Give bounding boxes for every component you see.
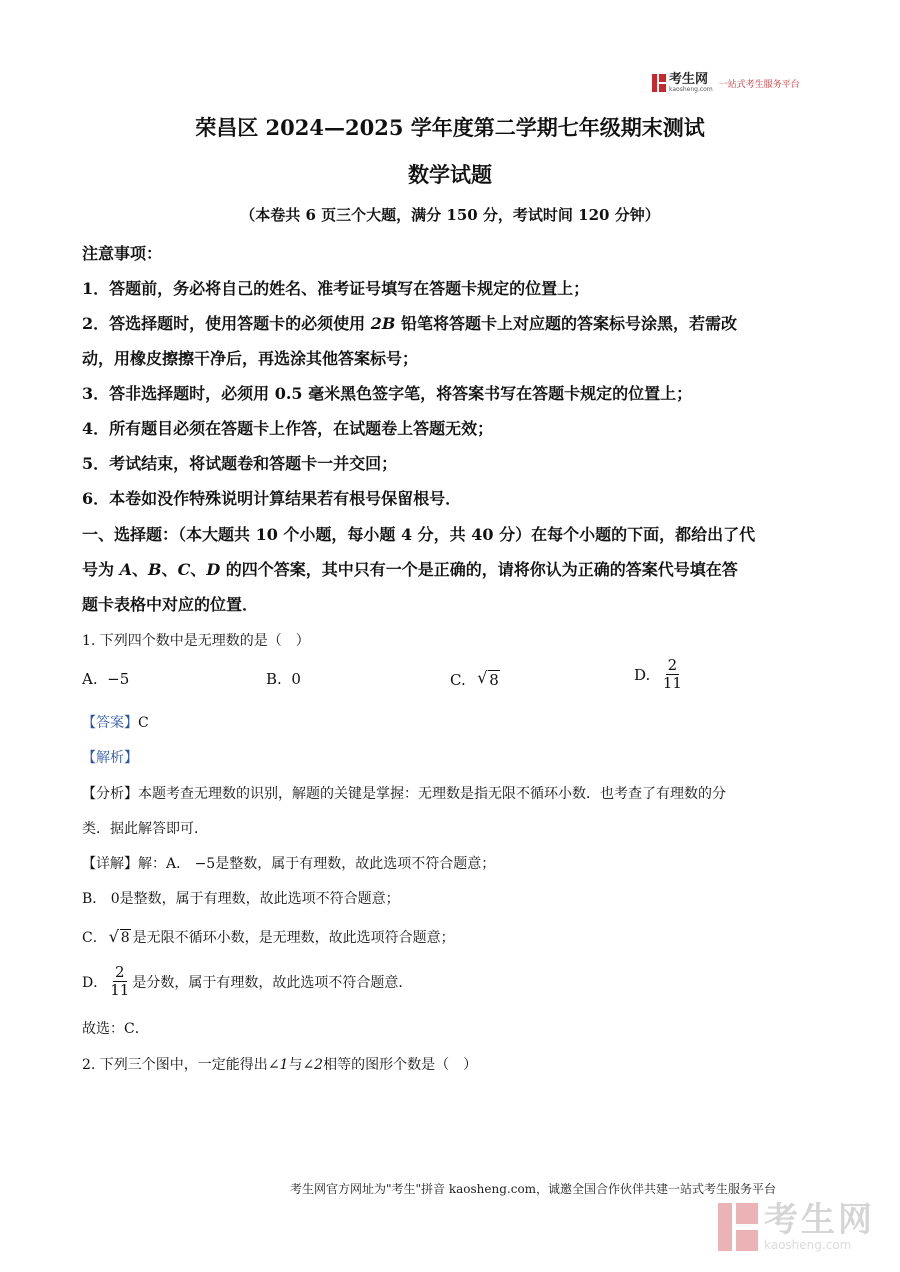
note-2: 2．答选择题时，使用答题卡的必须使用 2B 铅笔将答题卡上对应题的答案标号涂黑，若需改	[82, 314, 737, 333]
q1-answer: 【答案】C	[82, 715, 149, 731]
q1-option-a: A. −5	[82, 670, 130, 688]
fraction: $\frac{2}{11}$	[110, 963, 130, 1000]
sqrt-symbol: √ 8	[477, 670, 500, 689]
logo-name: 考生网	[669, 72, 709, 87]
q1-detail-a: 【详解】解：A． −5是整数，属于有理数，故此选项不符合题意；	[82, 856, 496, 872]
note-6: 6．本卷如没作特殊说明计算结果若有根号保留根号．	[82, 489, 462, 508]
q1-stem: 1. 下列四个数中是无理数的是（ ）	[82, 633, 310, 649]
watermark-domain: kaosheng.com	[764, 1238, 852, 1252]
exam-info: （本卷共 6 页三个大题，满分 150 分，考试时间 120 分钟）	[240, 206, 660, 224]
section-1-line-1: 一、选择题：（本大题共 10 个小题，每小题 4 分，共 40 分）在每个小题的下面，都给出了代	[82, 525, 756, 544]
logo-mark-icon	[652, 74, 666, 92]
q2-stem: 2. 下列三个图中，一定能得出∠1与∠2相等的图形个数是（ ）	[82, 1057, 478, 1073]
q1-conclusion: 故选：C．	[82, 1021, 149, 1037]
watermark-name: 考生网	[764, 1200, 875, 1240]
note-3: 3．答非选择题时，必须用 0.5 毫米黑色签字笔，将答案书写在答题卡规定的位置上；	[82, 384, 693, 403]
note-4: 4．所有题目必须在答题卡上作答，在试题卷上答题无效；	[82, 419, 494, 438]
watermark-logo	[718, 1200, 875, 1252]
exam-subject: 数学试题	[408, 162, 492, 187]
note-1: 1．答题前，务必将自己的姓名、准考证号填写在答题卡规定的位置上；	[82, 279, 590, 298]
logo-slogan: 一站式考生服务平台	[718, 79, 800, 90]
note-2-cont: 动，用橡皮擦擦干净后，再选涂其他答案标号；	[82, 349, 419, 368]
q1-fenxi-line-1: 【分析】本题考查无理数的识别，解题的关键是掌握：无理数是指无限不循环小数．也考查了有理数的分	[82, 786, 726, 802]
q1-analysis-tag: 【解析】	[82, 750, 138, 766]
section-1-line-2: 号为 A、B、C、D 的四个答案，其中只有一个是正确的，请将你认为正确的答案代号填在答	[82, 560, 738, 579]
footer-text: 考生网官方网址为"考生"拼音 kaosheng.com，诚邀全国合作伙伴共建一站式考生服务平台	[290, 1182, 777, 1196]
site-logo	[652, 72, 800, 94]
q1-detail-c: C．√ 8 是无限不循环小数，是无理数，故此选项符合题意；	[82, 927, 455, 947]
sqrt-symbol: √ 8	[109, 929, 131, 946]
q1-fenxi-line-2: 类．据此解答即可．	[82, 821, 208, 837]
q1-option-b: B. 0	[266, 670, 301, 688]
note-5: 5．考试结束，将试题卷和答题卡一并交回；	[82, 454, 398, 473]
q1-option-c: C. √ 8	[450, 670, 502, 689]
watermark-mark-icon	[718, 1203, 758, 1251]
notes-heading: 注意事项：	[82, 244, 163, 263]
q1-option-d: D. $\frac{2}{11}$	[634, 656, 682, 693]
exam-title: 荣昌区 2024—2025 学年度第二学期七年级期末测试	[195, 115, 705, 140]
q1-detail-b: B． 0是整数，属于有理数，故此选项不符合题意；	[82, 891, 400, 907]
q1-detail-d: D． $\frac{2}{11}$ 是分数，属于有理数，故此选项不符合题意．	[82, 963, 413, 1000]
fraction: $\frac{2}{11}$	[662, 656, 682, 693]
section-1-line-3: 题卡表格中对应的位置．	[82, 595, 259, 614]
logo-domain: kaosheng.com	[669, 86, 713, 93]
